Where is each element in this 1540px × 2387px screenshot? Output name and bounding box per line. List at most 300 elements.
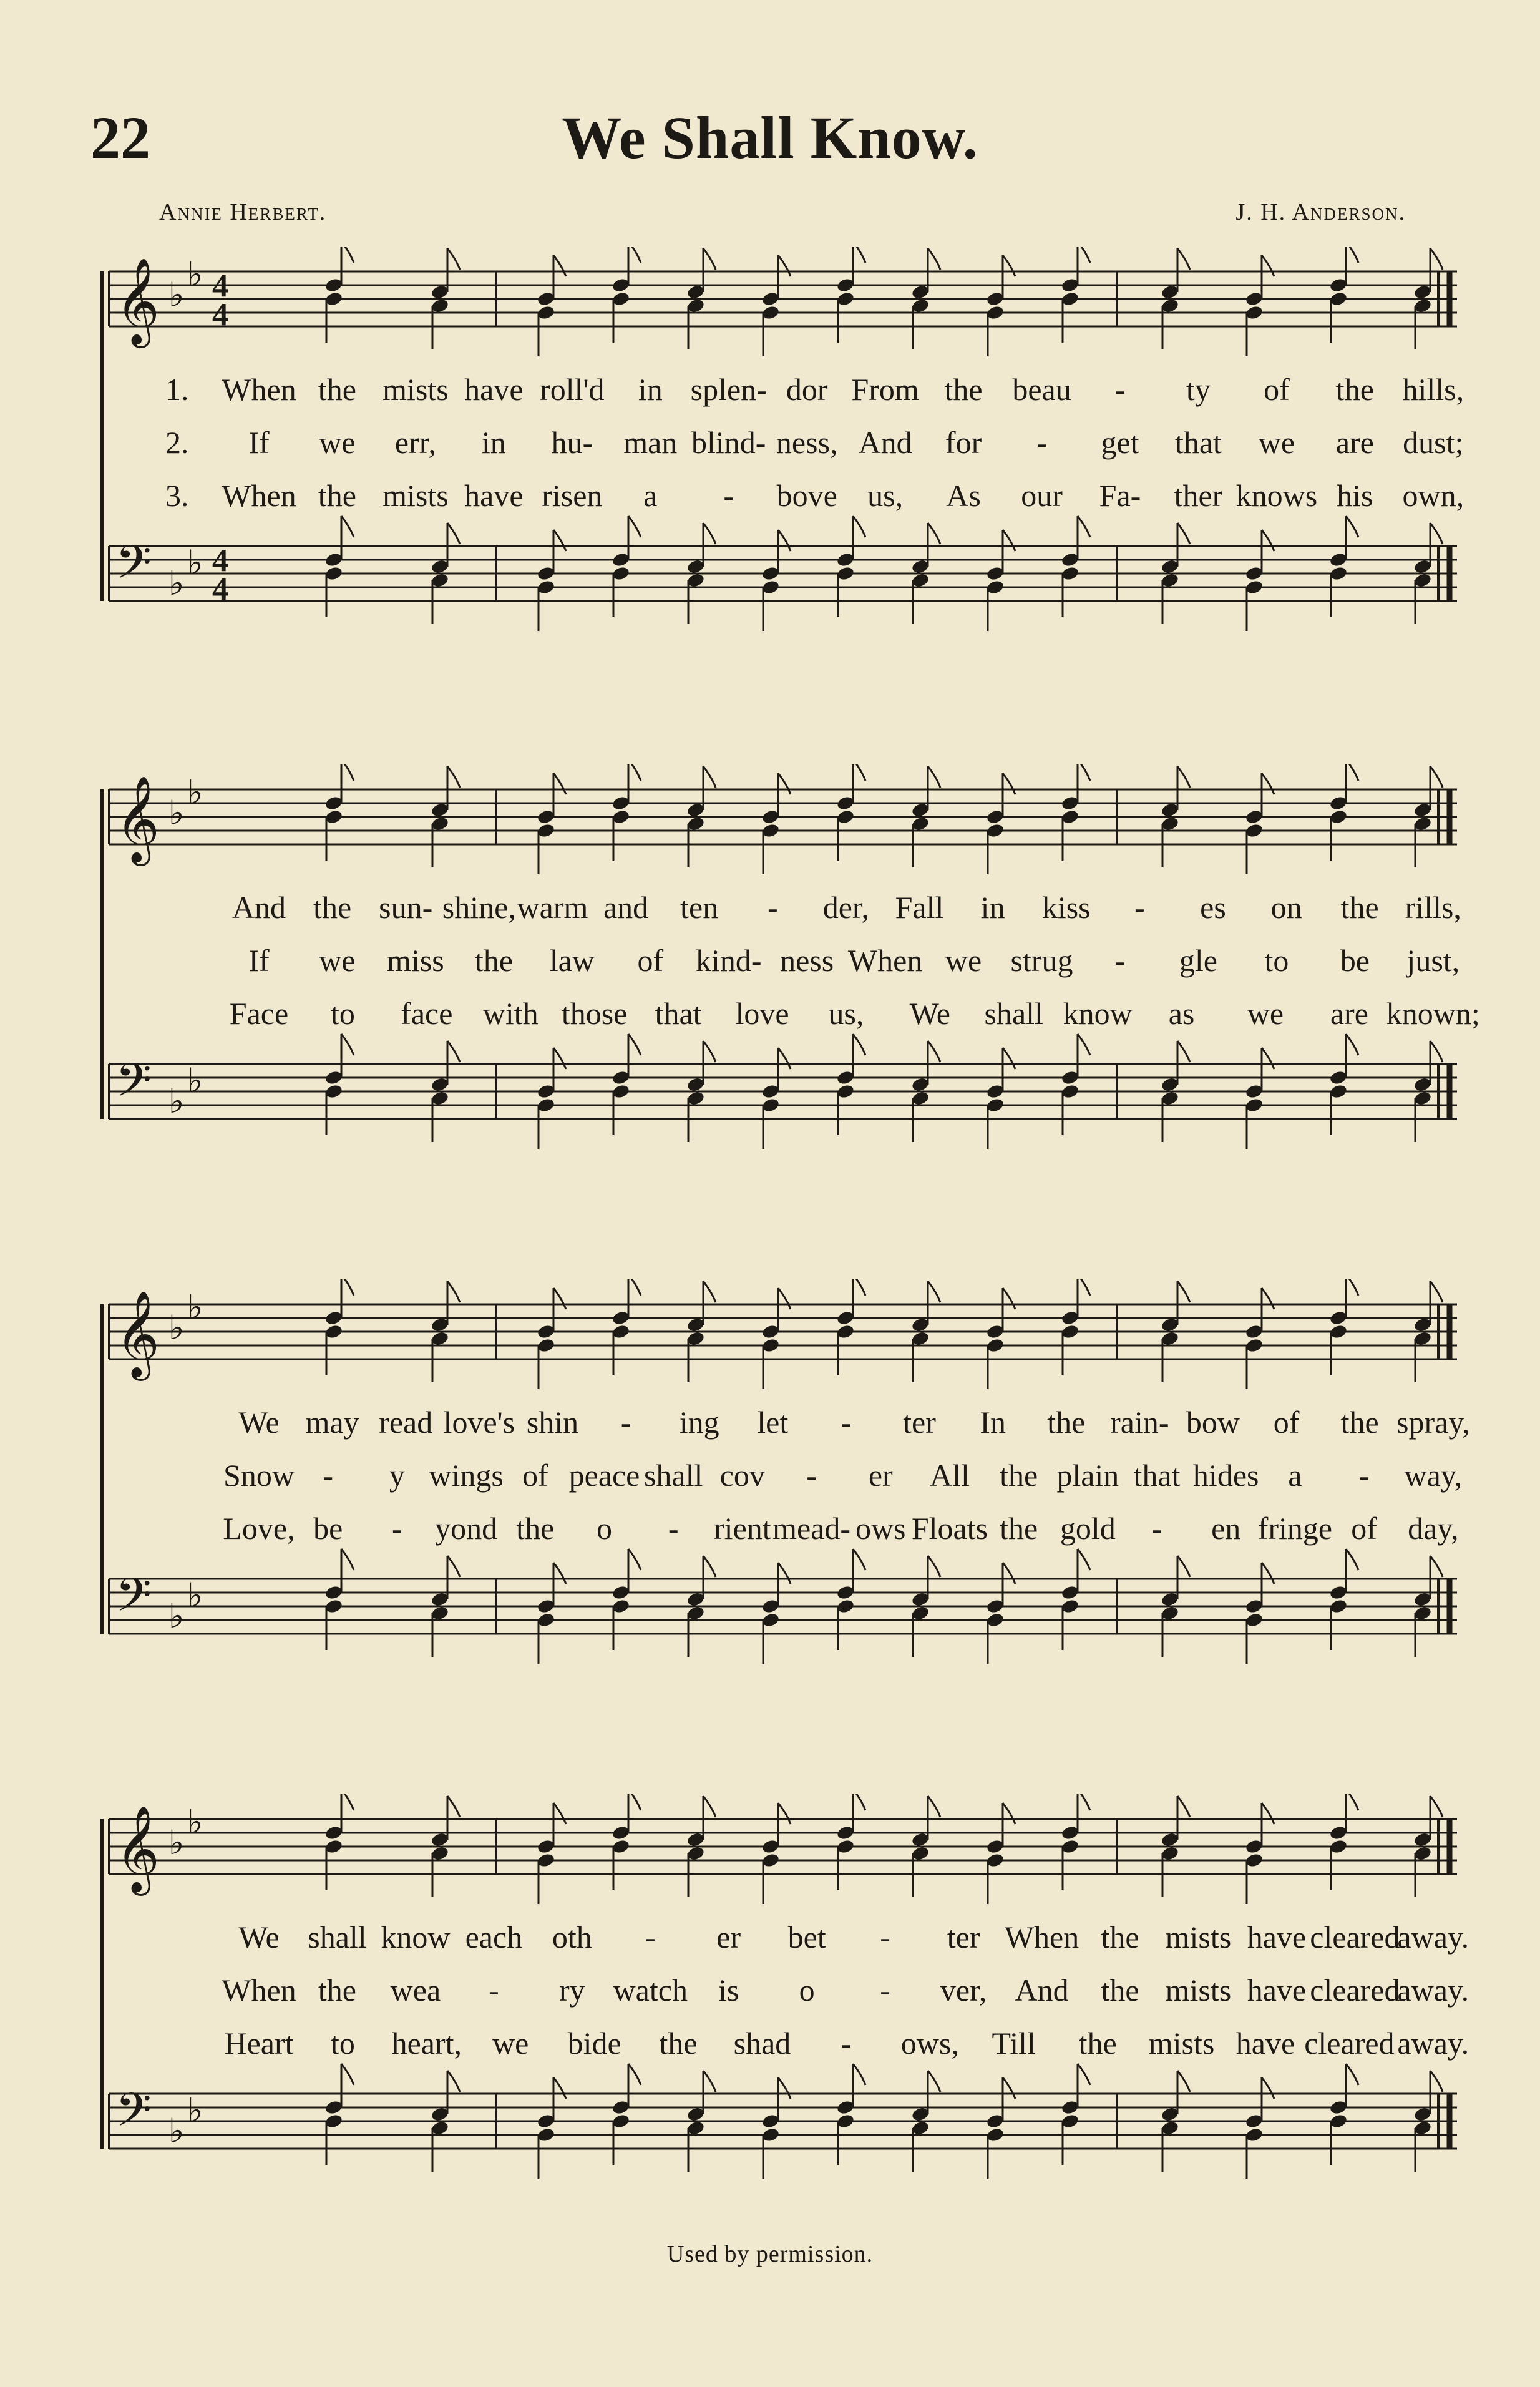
lyric-syllable: ter bbox=[947, 1920, 980, 1955]
lyric-syllable: are bbox=[1330, 996, 1368, 1031]
lyric-syllable: wea bbox=[390, 1973, 441, 2008]
lyric-line bbox=[97, 1457, 1463, 1501]
lyric-syllable: ows, bbox=[900, 2026, 959, 2061]
note-flag bbox=[1262, 1048, 1274, 1069]
lyric-syllable: the bbox=[313, 890, 352, 925]
flat-sign: ♭ bbox=[168, 276, 185, 314]
lyric-syllable: of bbox=[637, 943, 664, 978]
note-flag bbox=[1262, 773, 1274, 794]
lyric-line bbox=[97, 1972, 1469, 2016]
treble-staff bbox=[109, 1794, 1457, 1904]
lyric-syllable: own, bbox=[1402, 478, 1464, 513]
lyric-syllable: cleared bbox=[1310, 1973, 1400, 2008]
note-flag bbox=[1346, 1794, 1358, 1810]
note-flag bbox=[1003, 1048, 1015, 1069]
lyric-syllable: ness bbox=[780, 943, 834, 978]
lyric-syllable: - bbox=[723, 478, 734, 513]
lyric-syllable: Fall bbox=[895, 890, 944, 925]
permission-note: Used by permission. bbox=[666, 2241, 874, 2267]
lyric-line bbox=[97, 424, 1463, 468]
lyric-syllable: the bbox=[1000, 1511, 1038, 1546]
lyric-syllable: Till bbox=[992, 2026, 1036, 2061]
lyric-syllable: each bbox=[465, 1920, 523, 1955]
note-flag bbox=[628, 1279, 641, 1296]
note-flag bbox=[1430, 2071, 1443, 2092]
bass-staff bbox=[109, 2064, 1457, 2179]
note-flag bbox=[1430, 1041, 1443, 1062]
flat-sign: ♭ bbox=[168, 565, 185, 602]
note-flag bbox=[778, 2077, 791, 2099]
note-flag bbox=[447, 2071, 460, 2092]
note-flag bbox=[1003, 2077, 1015, 2099]
lyric-syllable: known; bbox=[1386, 996, 1480, 1031]
note-flag bbox=[1003, 1288, 1015, 1309]
lyric-syllable: law bbox=[549, 943, 595, 978]
note-flag bbox=[928, 2071, 940, 2092]
note-flag bbox=[778, 1288, 791, 1309]
flat-sign: ♭ bbox=[168, 1824, 185, 1862]
lyric-syllable: - bbox=[620, 1405, 631, 1440]
note-flag bbox=[703, 248, 716, 270]
lyric-line bbox=[97, 995, 1480, 1039]
lyric-syllable: have bbox=[464, 372, 524, 407]
note-flag bbox=[1346, 247, 1358, 263]
note-flag bbox=[703, 1556, 716, 1577]
note-flag bbox=[778, 773, 791, 794]
lyric-syllable: - bbox=[1134, 890, 1145, 925]
time-signature-top: 4 bbox=[212, 543, 228, 578]
lyric-syllable: the bbox=[944, 372, 983, 407]
flat-sign: ♭ bbox=[168, 2112, 185, 2150]
lyric-syllable: mists bbox=[1148, 2026, 1215, 2061]
lyric-line bbox=[97, 1510, 1463, 1554]
note-flag bbox=[928, 766, 940, 788]
lyric-syllable: When bbox=[222, 372, 296, 407]
lyric-syllable: hides bbox=[1192, 1458, 1259, 1493]
lyric-syllable: the bbox=[1335, 372, 1374, 407]
note-flag bbox=[447, 523, 460, 544]
lyric-syllable: the bbox=[318, 1973, 356, 2008]
note-flag bbox=[703, 523, 716, 544]
note-flag bbox=[928, 1796, 940, 1817]
note-flag bbox=[778, 255, 791, 276]
lyric-syllable: As bbox=[946, 478, 981, 513]
bass-clef: 𝄢 bbox=[115, 1568, 152, 1634]
lyric-syllable: for bbox=[945, 425, 982, 460]
note-flag bbox=[341, 764, 354, 781]
lyric-syllable: our bbox=[1021, 478, 1063, 513]
lyric-syllable: we bbox=[1258, 425, 1295, 460]
lyric-syllable: we bbox=[319, 425, 356, 460]
verse-number: 3. bbox=[165, 478, 189, 513]
note-flag bbox=[703, 1041, 716, 1062]
lyric-syllable: spray, bbox=[1396, 1405, 1470, 1440]
note-flag bbox=[447, 248, 460, 270]
lyric-syllable: - bbox=[841, 1405, 852, 1440]
lyric-syllable: those bbox=[561, 996, 628, 1031]
note-flag bbox=[553, 1288, 566, 1309]
note-flag bbox=[1430, 248, 1443, 270]
note-flag bbox=[1430, 1281, 1443, 1302]
lyric-syllable: - bbox=[1114, 372, 1126, 407]
lyric-syllable: hills, bbox=[1402, 372, 1464, 407]
note-flag bbox=[853, 764, 865, 781]
note-flag bbox=[341, 247, 354, 263]
note-flag bbox=[1262, 1803, 1274, 1824]
time-signature-bottom: 4 bbox=[212, 572, 228, 607]
treble-clef: 𝄞 bbox=[115, 1291, 160, 1377]
treble-staff bbox=[109, 247, 1457, 356]
lyric-line bbox=[97, 1919, 1469, 1963]
lyric-syllable: bow bbox=[1186, 1405, 1240, 1440]
lyric-syllable: gle bbox=[1179, 943, 1217, 978]
note-flag bbox=[1177, 1796, 1190, 1817]
note-flag bbox=[778, 1048, 791, 1069]
lyric-syllable: - bbox=[392, 1511, 402, 1546]
lyric-syllable: Heart bbox=[224, 2026, 294, 2061]
flat-sign: ♭ bbox=[187, 774, 203, 811]
music-system bbox=[97, 764, 1480, 1170]
note-flag bbox=[553, 530, 566, 551]
lyricist-credit: Annie Herbert. bbox=[159, 199, 327, 225]
note-flag bbox=[928, 248, 940, 270]
lyric-syllable: ows bbox=[855, 1511, 906, 1546]
note-flag bbox=[553, 1048, 566, 1069]
lyric-syllable: - bbox=[1036, 425, 1047, 460]
lyric-syllable: - bbox=[323, 1458, 334, 1493]
lyric-syllable: face bbox=[401, 996, 453, 1031]
bass-staff bbox=[109, 516, 1457, 631]
lyric-syllable: - bbox=[1151, 1511, 1162, 1546]
flat-sign: ♭ bbox=[187, 1289, 203, 1326]
lyric-syllable: If bbox=[248, 425, 270, 460]
lyric-syllable: on bbox=[1270, 890, 1302, 925]
note-flag bbox=[703, 1796, 716, 1817]
note-flag bbox=[1177, 2071, 1190, 2092]
lyric-syllable: and bbox=[603, 890, 649, 925]
lyric-syllable: o bbox=[596, 1511, 612, 1546]
note-flag bbox=[1177, 1281, 1190, 1302]
lyric-syllable: sun- bbox=[379, 890, 433, 925]
lyric-syllable: have bbox=[1247, 1973, 1307, 2008]
lyric-syllable: beau bbox=[1012, 372, 1071, 407]
hymn-title: We Shall Know. bbox=[562, 104, 978, 171]
treble-clef: 𝄞 bbox=[115, 1805, 160, 1892]
lyric-syllable: And bbox=[231, 890, 286, 925]
lyric-syllable: In bbox=[980, 1405, 1006, 1440]
lyric-syllable: have bbox=[464, 478, 524, 513]
lyric-syllable: Fa- bbox=[1099, 478, 1141, 513]
treble-staff bbox=[109, 1279, 1457, 1389]
lyric-syllable: that bbox=[1174, 425, 1222, 460]
lyric-syllable: - bbox=[489, 1973, 499, 2008]
lyric-syllable: mead- bbox=[772, 1511, 851, 1546]
lyric-syllable: of bbox=[1273, 1405, 1300, 1440]
bass-clef: 𝄢 bbox=[115, 2083, 152, 2149]
lyric-syllable: of bbox=[1351, 1511, 1377, 1546]
note-flag bbox=[628, 764, 641, 781]
bass-staff bbox=[109, 1549, 1457, 1664]
lyric-syllable: watch bbox=[613, 1973, 688, 2008]
lyric-syllable: - bbox=[767, 890, 778, 925]
lyric-syllable: ter bbox=[903, 1405, 936, 1440]
lyric-syllable: risen bbox=[542, 478, 603, 513]
lyric-syllable: the bbox=[1340, 1405, 1379, 1440]
music-system bbox=[97, 1279, 1470, 1685]
note-flag bbox=[1430, 523, 1443, 544]
lyric-syllable: gold bbox=[1060, 1511, 1116, 1546]
lyric-syllable: And bbox=[1015, 1973, 1069, 2008]
flat-sign: ♭ bbox=[187, 544, 203, 582]
note-flag bbox=[341, 1279, 354, 1296]
lyric-syllable: the bbox=[659, 2026, 698, 2061]
lyric-syllable: When bbox=[222, 478, 296, 513]
lyric-syllable: a bbox=[643, 478, 658, 513]
lyric-syllable: the bbox=[1340, 890, 1379, 925]
note-flag bbox=[553, 773, 566, 794]
note-flag bbox=[778, 1563, 791, 1584]
lyric-syllable: fringe bbox=[1257, 1511, 1333, 1546]
lyric-syllable: When bbox=[847, 943, 923, 978]
note-flag bbox=[853, 1794, 865, 1810]
note-flag bbox=[1078, 1279, 1090, 1296]
bass-clef: 𝄢 bbox=[115, 535, 152, 601]
lyric-syllable: o bbox=[799, 1973, 815, 2008]
note-flag bbox=[553, 1803, 566, 1824]
lyric-syllable: Love, bbox=[223, 1511, 295, 1546]
lyric-syllable: we bbox=[319, 943, 356, 978]
note-flag bbox=[628, 1794, 641, 1810]
flat-sign: ♭ bbox=[168, 1309, 185, 1347]
note-flag bbox=[553, 255, 566, 276]
lyric-syllable: bet bbox=[787, 1920, 826, 1955]
lyric-syllable: in bbox=[980, 890, 1005, 925]
note-flag bbox=[928, 1556, 940, 1577]
music-system bbox=[97, 247, 1463, 652]
lyric-syllable: ing bbox=[679, 1405, 719, 1440]
lyric-syllable: er bbox=[868, 1458, 893, 1493]
lyric-line bbox=[97, 889, 1463, 933]
lyric-syllable: that bbox=[655, 996, 702, 1031]
note-flag bbox=[1003, 1563, 1015, 1584]
lyric-syllable: ness, bbox=[776, 425, 838, 460]
lyric-syllable: shad bbox=[733, 2026, 791, 2061]
lyric-syllable: the bbox=[474, 943, 513, 978]
lyric-syllable: err, bbox=[394, 425, 436, 460]
lyric-syllable: with bbox=[482, 996, 539, 1031]
lyric-syllable: We bbox=[238, 1920, 280, 1955]
treble-clef: 𝄞 bbox=[115, 258, 160, 344]
note-flag bbox=[447, 766, 460, 788]
lyric-syllable: cleared bbox=[1310, 1920, 1400, 1955]
lyric-syllable: splen- bbox=[690, 372, 767, 407]
lyric-syllable: of bbox=[1264, 372, 1290, 407]
lyric-syllable: We bbox=[909, 996, 951, 1031]
note-flag bbox=[1430, 1556, 1443, 1577]
note-flag bbox=[1346, 1279, 1358, 1296]
lyric-syllable: - bbox=[668, 1511, 679, 1546]
note-flag bbox=[341, 1794, 354, 1810]
note-flag bbox=[1430, 1796, 1443, 1817]
music-system bbox=[97, 1794, 1469, 2200]
lyric-syllable: rient bbox=[714, 1511, 771, 1546]
flat-sign: ♭ bbox=[168, 1598, 185, 1635]
lyric-syllable: shin bbox=[526, 1405, 579, 1440]
lyric-syllable: oth bbox=[552, 1920, 592, 1955]
lyric-syllable: dor bbox=[786, 372, 828, 407]
note-flag bbox=[447, 1281, 460, 1302]
note-flag bbox=[853, 1279, 865, 1296]
note-flag bbox=[1262, 255, 1274, 276]
lyric-syllable: have bbox=[1247, 1920, 1307, 1955]
lyric-syllable: mists bbox=[1165, 1973, 1232, 2008]
lyric-syllable: we bbox=[945, 943, 982, 978]
note-flag bbox=[778, 530, 791, 551]
lyric-syllable: hu- bbox=[551, 425, 593, 460]
lyric-syllable: of bbox=[522, 1458, 548, 1493]
lyric-syllable: to bbox=[330, 996, 355, 1031]
lyric-syllable: heart, bbox=[391, 2026, 462, 2061]
verse-number: 2. bbox=[165, 425, 189, 460]
note-flag bbox=[447, 1041, 460, 1062]
flat-sign: ♭ bbox=[187, 1062, 203, 1100]
lyric-syllable: - bbox=[1358, 1458, 1370, 1493]
lyric-syllable: Face bbox=[229, 996, 289, 1031]
note-flag bbox=[447, 1796, 460, 1817]
lyric-syllable: shall bbox=[643, 1458, 703, 1493]
lyric-syllable: - bbox=[880, 1920, 890, 1955]
lyric-syllable: the bbox=[1078, 2026, 1117, 2061]
note-flag bbox=[1177, 523, 1190, 544]
lyric-syllable: en bbox=[1211, 1511, 1241, 1546]
note-flag bbox=[1078, 247, 1090, 263]
lyric-syllable: the bbox=[1000, 1458, 1038, 1493]
note-flag bbox=[703, 2071, 716, 2092]
note-flag bbox=[553, 1563, 566, 1584]
note-flag bbox=[928, 523, 940, 544]
lyric-syllable: When bbox=[1004, 1920, 1079, 1955]
flat-sign: ♭ bbox=[187, 256, 203, 293]
lyric-syllable: we bbox=[1247, 996, 1284, 1031]
note-flag bbox=[1262, 1288, 1274, 1309]
lyric-syllable: cleared bbox=[1304, 2026, 1395, 2061]
lyric-syllable: love bbox=[735, 996, 789, 1031]
bass-clef: 𝄢 bbox=[115, 1053, 152, 1119]
lyric-syllable: miss bbox=[387, 943, 444, 978]
lyric-syllable: mists bbox=[383, 478, 449, 513]
note-flag bbox=[1177, 1041, 1190, 1062]
lyric-syllable: We bbox=[238, 1405, 280, 1440]
lyric-syllable: the bbox=[1047, 1405, 1086, 1440]
lyric-syllable: shall bbox=[984, 996, 1043, 1031]
lyric-syllable: ten bbox=[680, 890, 719, 925]
lyric-line bbox=[97, 371, 1463, 415]
lyric-syllable: to bbox=[1264, 943, 1289, 978]
lyric-syllable: read bbox=[379, 1405, 433, 1440]
lyric-syllable: the bbox=[516, 1511, 555, 1546]
time-signature-bottom: 4 bbox=[212, 297, 228, 333]
lyric-syllable: kind- bbox=[695, 943, 762, 978]
lyric-syllable: kiss bbox=[1041, 890, 1091, 925]
note-flag bbox=[1346, 764, 1358, 781]
note-flag bbox=[1262, 1563, 1274, 1584]
lyric-syllable: es bbox=[1200, 890, 1226, 925]
lyric-syllable: - bbox=[841, 2026, 852, 2061]
note-flag bbox=[778, 1803, 791, 1824]
note-flag bbox=[1078, 1794, 1090, 1810]
lyric-syllable: der, bbox=[822, 890, 870, 925]
flat-sign: ♭ bbox=[168, 1083, 185, 1120]
lyric-syllable: strug bbox=[1010, 943, 1073, 978]
note-flag bbox=[1003, 773, 1015, 794]
lyric-syllable: the bbox=[1101, 1973, 1139, 2008]
lyric-syllable: mists bbox=[383, 372, 449, 407]
treble-staff bbox=[109, 764, 1457, 874]
lyric-syllable: way, bbox=[1404, 1458, 1463, 1493]
lyric-syllable: plain bbox=[1056, 1458, 1119, 1493]
lyric-syllable: yond bbox=[435, 1511, 498, 1546]
lyric-syllable: in bbox=[481, 425, 506, 460]
note-flag bbox=[1177, 1556, 1190, 1577]
note-flag bbox=[1003, 1803, 1015, 1824]
lyric-syllable: his bbox=[1337, 478, 1373, 513]
lyric-syllable: - bbox=[645, 1920, 656, 1955]
lyric-syllable: be bbox=[1340, 943, 1370, 978]
lyric-syllable: day, bbox=[1408, 1511, 1459, 1546]
composer-credit: J. H. Anderson. bbox=[1235, 199, 1406, 225]
lyric-syllable: All bbox=[929, 1458, 970, 1493]
lyric-syllable: away. bbox=[1397, 1920, 1469, 1955]
lyric-line bbox=[97, 477, 1463, 521]
lyric-syllable: just, bbox=[1406, 943, 1460, 978]
note-flag bbox=[1003, 255, 1015, 276]
lyric-syllable: - bbox=[806, 1458, 817, 1493]
note-flag bbox=[447, 1556, 460, 1577]
note-flag bbox=[1177, 766, 1190, 788]
lyric-syllable: know bbox=[381, 1920, 451, 1955]
time-signature-top: 4 bbox=[212, 268, 228, 304]
lyric-syllable: away. bbox=[1397, 2026, 1469, 2061]
lyric-syllable: wings bbox=[429, 1458, 504, 1493]
lyric-syllable: peace bbox=[568, 1458, 640, 1493]
lyric-syllable: us, bbox=[867, 478, 904, 513]
lyric-syllable: the bbox=[1101, 1920, 1139, 1955]
note-flag bbox=[1262, 530, 1274, 551]
lyric-syllable: away. bbox=[1397, 1973, 1469, 2008]
flat-sign: ♭ bbox=[187, 2092, 203, 2129]
note-flag bbox=[1430, 766, 1443, 788]
lyric-syllable: mists bbox=[1165, 1920, 1232, 1955]
lyric-syllable: that bbox=[1133, 1458, 1181, 1493]
flat-sign: ♭ bbox=[187, 1577, 203, 1614]
lyric-syllable: blind- bbox=[691, 425, 766, 460]
verse-number: 1. bbox=[165, 372, 189, 407]
lyric-syllable: the bbox=[318, 372, 356, 407]
lyric-syllable: y bbox=[389, 1458, 405, 1493]
lyric-syllable: - bbox=[1114, 943, 1126, 978]
lyric-syllable: are bbox=[1335, 425, 1374, 460]
lyric-syllable: dust; bbox=[1403, 425, 1464, 460]
lyric-syllable: ty bbox=[1186, 372, 1211, 407]
lyric-syllable: the bbox=[318, 478, 356, 513]
note-flag bbox=[928, 1281, 940, 1302]
lyric-syllable: be bbox=[313, 1511, 343, 1546]
lyric-syllable: man bbox=[623, 425, 678, 460]
lyric-syllable: From bbox=[851, 372, 919, 407]
page-number: 22 bbox=[90, 104, 150, 171]
lyric-syllable: er bbox=[716, 1920, 741, 1955]
lyric-syllable: we bbox=[492, 2026, 529, 2061]
